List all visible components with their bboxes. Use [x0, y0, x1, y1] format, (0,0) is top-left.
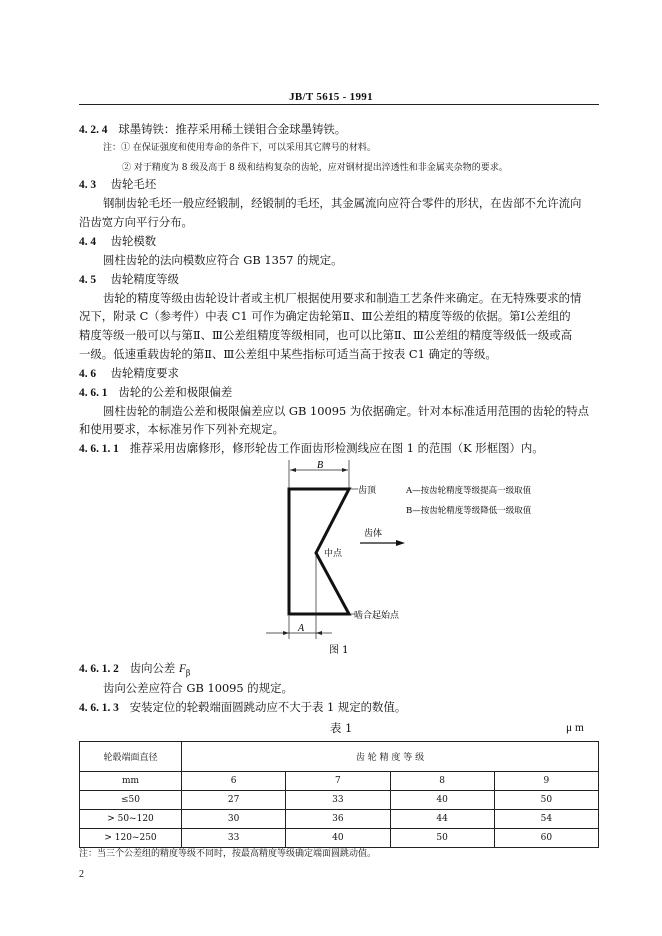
- paragraph-4-5-line-3: 精度等级一般可以与第Ⅱ、Ⅲ公差组精度等级相同，也可以比第Ⅱ、Ⅲ公差组的精度等级低一级或高: [79, 328, 573, 342]
- section-title: 齿轮的公差和极限偏差: [118, 385, 233, 399]
- paragraph-4-5-line-4: 一级。低速重载齿轮的第Ⅱ、Ⅲ公差组中某些指标可适当高于按表 C1 确定的等级。: [79, 347, 497, 361]
- tooth-body-label: 齿体: [364, 529, 383, 539]
- header-accuracy-grade: 齿 轮 精 度 等 级: [182, 742, 599, 772]
- table-header-row: [80, 742, 599, 772]
- grade-cell: 7: [286, 772, 390, 791]
- value-cell: 30: [182, 810, 286, 829]
- legend-b: B—按齿轮精度等级降低一级取值: [406, 506, 532, 516]
- dim-b-label: B: [317, 460, 324, 471]
- section-4-4-heading: [79, 233, 156, 251]
- midpoint-label: 中点: [324, 549, 343, 559]
- section-number: 4. 5: [79, 274, 97, 286]
- section-number: 4. 3: [79, 179, 97, 191]
- clause-number: 4. 6. 1. 3: [79, 702, 119, 714]
- section-number: 4. 4: [79, 236, 97, 248]
- table-row: [80, 829, 599, 848]
- section-number: 4. 6: [79, 368, 97, 380]
- value-cell: 27: [182, 791, 286, 810]
- section-number: 4. 6. 1: [79, 387, 108, 399]
- tolerance-subscript: β: [185, 668, 191, 678]
- page-number: 2: [79, 869, 84, 880]
- legend-a: A—按齿轮精度等级提高一级取值: [406, 486, 532, 496]
- value-cell: 44: [390, 810, 494, 829]
- header-hub-diameter: 轮毂端面直径: [80, 742, 182, 772]
- table-unit: μ m: [566, 722, 584, 734]
- clause-number: 4. 6. 1. 2: [79, 663, 119, 675]
- clause-4-6-1-2-heading: [79, 660, 191, 681]
- paragraph-4-6-1-2: 齿向公差应符合 GB 10095 的规定。: [103, 681, 293, 695]
- section-4-3-heading: [79, 176, 156, 194]
- section-title: 齿轮模数: [110, 234, 157, 248]
- clause-number: 4. 2. 4: [79, 124, 108, 136]
- paragraph-4-6-1-line-2: 和使用要求，本标准另作下列补充规定。: [79, 422, 285, 436]
- paragraph-4-3-line-1: 钢制齿轮毛坯一般应经锻制，经锻制的毛坯，其金属流向应符合零件的形状，在齿部不允许流向: [103, 196, 582, 210]
- clause-title: 齿向公差: [129, 661, 176, 675]
- tolerance-symbol: F: [178, 663, 186, 675]
- table-subheader-row: [80, 772, 599, 791]
- paragraph-4-6-1-line-1: 圆柱齿轮的制造公差和极限偏差应以 GB 10095 为依据确定。针对本标准适用范围的齿轮的特点: [103, 404, 590, 418]
- value-cell: 40: [286, 829, 390, 848]
- range-cell: > 50~120: [80, 810, 182, 829]
- section-4-6-1-heading: [79, 384, 232, 402]
- unit-cell: mm: [80, 772, 182, 791]
- runout-table: [79, 741, 599, 848]
- value-cell: 40: [390, 791, 494, 810]
- range-cell: > 120~250: [80, 829, 182, 848]
- clause-text: 推荐采用齿廓修形，修形轮齿工作面齿形检测线应在图 1 的范围（K 形框图）内。: [129, 441, 544, 455]
- value-cell: 54: [494, 810, 598, 829]
- paragraph-4-5-line-2: 况下，附录 C（参考件）中表 C1 可作为确定齿轮第Ⅱ、Ⅲ公差组的精度等级的依据。第Ⅰ公差组的: [79, 309, 571, 323]
- table-title: 表 1: [330, 721, 353, 735]
- figure-1-k-profile: [262, 456, 572, 656]
- clause-4-6-1-3: [79, 699, 406, 717]
- grade-cell: 9: [494, 772, 598, 791]
- note-2: ② 对于精度为 8 级及高于 8 级和结构复杂的齿轮，应对钢材提出淬透性和非金属夹杂物的要求。: [122, 163, 508, 173]
- table-row: [80, 791, 599, 810]
- table-note: 注：当三个公差组的精度等级不同时，按最高精度等级确定端面圆跳动值。: [79, 849, 377, 859]
- figure-caption: 图 1: [329, 645, 349, 656]
- section-title: 齿轮精度要求: [110, 366, 179, 380]
- tip-label: 齿顶: [358, 486, 377, 496]
- grade-cell: 8: [390, 772, 494, 791]
- value-cell: 33: [182, 829, 286, 848]
- clause-number: 4. 6. 1. 1: [79, 443, 119, 455]
- section-4-5-heading: [79, 271, 179, 289]
- clause-4-2-4: [79, 121, 346, 139]
- value-cell: 36: [286, 810, 390, 829]
- range-cell: ≤50: [80, 791, 182, 810]
- note-1: 注：① 在保证强度和使用寿命的条件下，可以采用其它牌号的材料。: [103, 143, 376, 153]
- section-title: 齿轮精度等级: [110, 272, 179, 286]
- value-cell: 60: [494, 829, 598, 848]
- tooth-body-arrow-head: [396, 540, 405, 546]
- header-rule: [79, 104, 599, 105]
- paragraph-4-5-line-1: 齿轮的精度等级由齿轮设计者或主机厂根据使用要求和制造工艺条件来确定。在无特殊要求的情: [103, 291, 582, 305]
- clause-text: 球墨铸铁：推荐采用稀土镁钼合金球墨铸铁。: [118, 122, 347, 136]
- paragraph-4-3-line-2: 沿齿宽方向平行分布。: [79, 215, 193, 229]
- section-4-6-heading: [79, 365, 179, 383]
- table-row: [80, 810, 599, 829]
- value-cell: 33: [286, 791, 390, 810]
- document-code-header: JB/T 5615 - 1991: [289, 91, 373, 103]
- grade-cell: 6: [182, 772, 286, 791]
- section-title: 齿轮毛坯: [110, 177, 157, 191]
- value-cell: 50: [494, 791, 598, 810]
- dim-a-label: A: [298, 623, 305, 634]
- clause-text: 安装定位的轮毂端面圆跳动应不大于表 1 规定的数值。: [129, 700, 407, 714]
- value-cell: 50: [390, 829, 494, 848]
- mesh-start-label: 啮合起始点: [354, 611, 400, 621]
- paragraph-4-4: 圆柱齿轮的法向模数应符合 GB 1357 的规定。: [103, 253, 343, 267]
